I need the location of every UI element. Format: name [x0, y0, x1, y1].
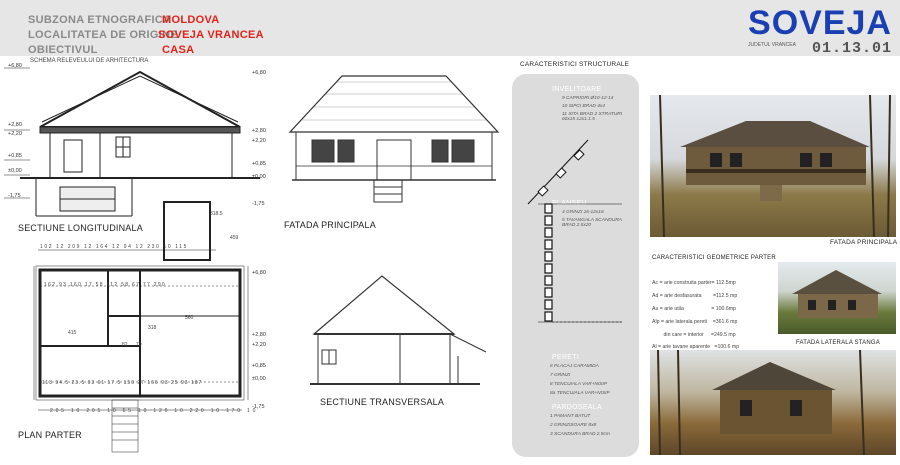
brand-code: 01.13.01: [811, 40, 892, 57]
level-label: +0,85: [252, 363, 266, 369]
caption-transverse-section: SECTIUNE TRANSVERSALA: [320, 397, 445, 407]
header-value-subzone: MOLDOVA: [162, 14, 220, 26]
header-label-subzone: SUBZONA ETNOGRAFICA: [28, 14, 172, 26]
room-dim: 70: [136, 342, 142, 348]
struct-item: 4 GRINZI 16-12x16: [562, 210, 604, 215]
level-label: +2,20: [8, 131, 22, 137]
brand-title: SOVEJA: [748, 4, 892, 42]
transverse-section-drawing: [300, 272, 500, 392]
level-label: +2,80: [252, 128, 266, 134]
geometry-row: Ad = arie desfasurata =112.5 mp: [652, 293, 738, 300]
caption-photo-main-facade: FATADA PRINCIPALA: [830, 239, 898, 246]
struct-item: 5 TAVANGALA SCANDURA BRAD 2.5x20: [562, 218, 622, 228]
header-value-locality: SOVEJA VRANCEA: [158, 29, 264, 41]
structural-detail-drawing: [512, 74, 639, 457]
level-label: +0,85: [252, 161, 266, 167]
struct-item: 11 SITA BRAD 2 STRATURI 60x15 12x1.1.5: [562, 112, 623, 122]
header-label-objective: OBIECTIVUL: [28, 44, 98, 56]
photo-side-view: [650, 350, 896, 455]
struct-item: 8 TENCUIALA VAR+NISIP: [550, 382, 608, 387]
house-photo-image: [650, 95, 896, 237]
struct-item: 2 GRINZISOARE 8x8: [550, 423, 597, 428]
room-dim: 415: [68, 330, 77, 336]
level-label: +6,80: [252, 270, 266, 276]
plan-dims-bottom: 205 10 205 10 65 10 120 10 220 10 170 10: [50, 408, 259, 414]
struct-item: 6 PLACAJ CARAMIDA: [550, 364, 599, 369]
level-label: -1,75: [8, 193, 21, 199]
caption-photo-left-facade: FATADA LATERALA STANGA: [796, 340, 880, 346]
geometry-row: Al = arie tavane aparente =100.6 mp: [652, 344, 740, 351]
structural-title: CARACTERISTICI STRUCTURALE: [520, 61, 630, 68]
struct-group-title: PERETI: [552, 354, 580, 361]
level-label: ±0,00: [8, 168, 22, 174]
header-value-objective: CASA: [162, 44, 195, 56]
photo-left-facade: [778, 262, 896, 334]
level-label: ±0,00: [252, 376, 266, 382]
struct-group-title: PLANSEU: [552, 200, 587, 207]
house-photo-image: [778, 262, 896, 334]
geometry-row: Au = arie utila = 100.6mp: [652, 306, 736, 313]
room-dim: 318.5: [210, 211, 223, 217]
house-photo-image: [650, 350, 896, 455]
struct-item: 1 PAMANT BATUT: [550, 414, 591, 419]
struct-group-title: PARDOSEALA: [552, 404, 602, 411]
geometry-row: Alp = arie laterala pereti =361.6 mp: [652, 318, 738, 325]
brand-block: [748, 4, 892, 57]
struct-item: 3 SCANDURA BRAD 2.5cm: [550, 432, 610, 437]
room-dim: 82: [122, 342, 128, 348]
plan-dims-top: 102 12 209 12 164 12 94 12 230 10 115: [40, 244, 188, 250]
geometry-row: din care = interior =249.5 mp: [652, 331, 736, 338]
struct-item: 10 SIPCI BRAD 4x4: [562, 104, 605, 109]
caption-ground-plan: PLAN PARTER: [18, 430, 82, 440]
level-label: -1,75: [252, 404, 265, 410]
level-label: +2,20: [252, 138, 266, 144]
struct-item: 7 GRINZI: [550, 373, 571, 378]
header-bar: [0, 0, 900, 56]
struct-item: 9 CAPRIORI Ø10-12-14: [562, 96, 614, 101]
photo-main-facade: [650, 95, 896, 237]
level-label: +2,80: [252, 332, 266, 338]
room-dim: 318: [148, 325, 157, 331]
level-label: +6,80: [8, 63, 22, 69]
geometry-row: Ac = arie construita parter= 112.5mp: [652, 280, 736, 287]
geometry-title: CARACTERISTICI GEOMETRICE PARTER: [652, 255, 776, 261]
plan-section-title: SCHEMA RELEVEULUI DE ARHITECTURA: [30, 58, 149, 64]
plan-dims-inner-top: 162 93 160 17 58 112 58 67 77 290: [44, 282, 166, 288]
main-facade-drawing: [282, 70, 508, 210]
struct-group-title: INVELITOARE: [552, 86, 602, 93]
caption-main-facade: FATADA PRINCIPALA: [284, 220, 376, 230]
level-label: ±0,00: [252, 174, 266, 180]
level-label: +2,20: [252, 342, 266, 348]
caption-longitudinal-section: SECTIUNE LONGITUDINALA: [18, 223, 143, 233]
level-label: +2,80: [8, 122, 22, 128]
level-label: +6,80: [252, 70, 266, 76]
ground-plan-drawing: [28, 196, 253, 456]
structural-panel: [512, 74, 639, 457]
header-label-locality: LOCALITATEA DE ORIGINE: [28, 29, 179, 41]
struct-item: 8a TENCUIALA VAR+NISIP: [550, 391, 610, 396]
level-label: -1,75: [252, 201, 265, 207]
plan-dims-inner-bottom: 113 94.5 23.5 93 61 17.5 150 27 166 93 25 93 187: [42, 380, 203, 386]
room-dim: 560: [185, 315, 194, 321]
level-label: +0,85: [8, 153, 22, 159]
brand-subtitle: JUDETUL VRANCEA: [748, 42, 796, 48]
room-dim: 459: [230, 235, 239, 241]
